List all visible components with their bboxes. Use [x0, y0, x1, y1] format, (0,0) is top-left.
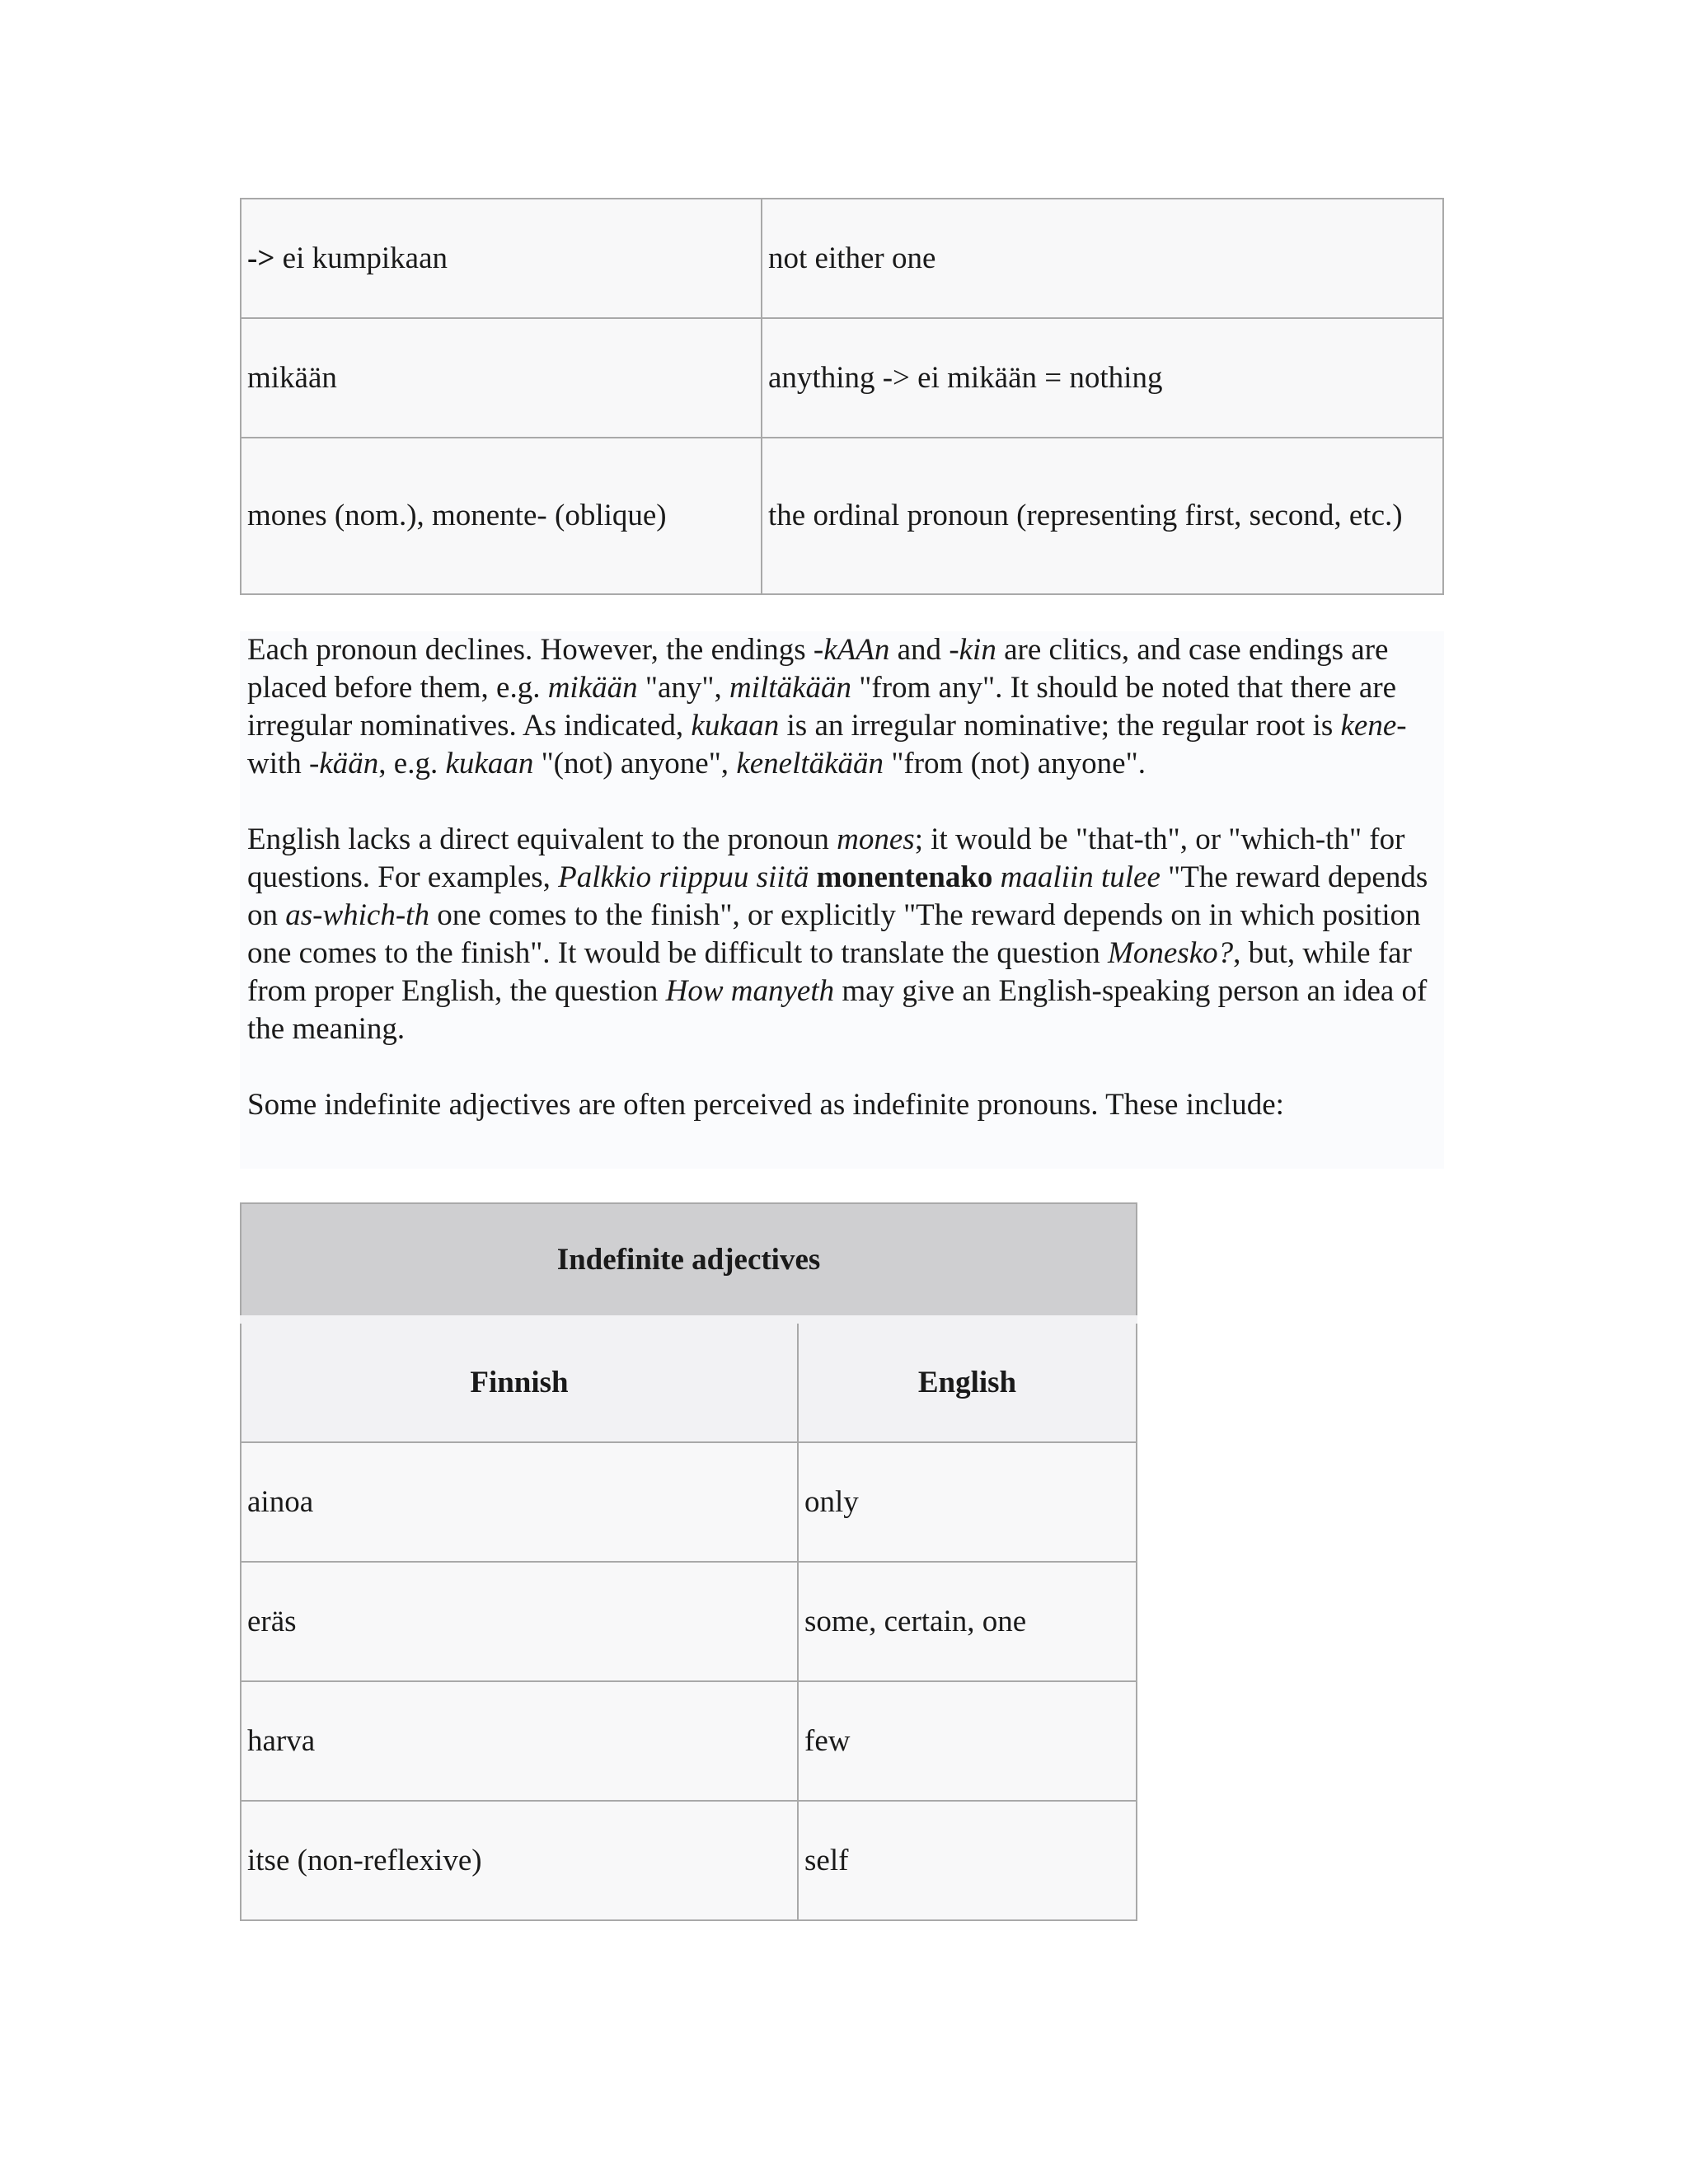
pronoun-table: [240, 198, 1444, 595]
table-row: [241, 1442, 1137, 1562]
body-text: [240, 631, 1444, 1169]
finnish-cell: mones (nom.), monente- (oblique): [241, 438, 762, 594]
table-caption: Indefinite adjectives: [241, 1203, 1137, 1319]
english-cell: only: [798, 1442, 1137, 1562]
table-row: [241, 199, 1443, 318]
english-cell: some, certain, one: [798, 1562, 1137, 1681]
table-row: [241, 1681, 1137, 1801]
english-cell: the ordinal pronoun (representing first, second, etc.): [762, 438, 1443, 594]
column-header-english: English: [798, 1319, 1137, 1442]
finnish-cell: ainoa: [241, 1442, 798, 1562]
header-row: [241, 1319, 1137, 1442]
table-row: [241, 1562, 1137, 1681]
indefinite-adjectives-table: [240, 1202, 1137, 1921]
table-row: [241, 1801, 1137, 1920]
paragraph-intro-adjectives: Some indefinite adjectives are often perceived as indefinite pronouns. These include:: [247, 1088, 1284, 1122]
paragraph-clitics: Each pronoun declines. However, the endings -kAAn and -kin are clitics, and case endings are placed before them, e.g. mikään "any", miltäkään "from any". It should be noted that there are irregular nominatives. As indicated, kukaan is an irregular nominative; the regular root is kene- with -kään, e.g. kukaan "(not) anyone", keneltäkään "from (not) anyone".: [247, 633, 1407, 780]
table-row: [241, 438, 1443, 594]
finnish-cell: [241, 199, 762, 318]
english-cell: self: [798, 1801, 1137, 1920]
finnish-cell: mikään: [241, 318, 762, 438]
english-cell: few: [798, 1681, 1137, 1801]
paragraph-mones: English lacks a direct equivalent to the pronoun mones; it would be "that-th", or "which-th" for questions. For examples, Palkkio riippuu siitä monentenako maaliin tulee "The reward depends on as-which-th one comes to the finish", or explicitly "The reward depends on in which position one comes to the finish". It would be difficult to translate the question Monesko?, but, while far from proper English, the question How manyeth may give an English-speaking person an idea of the meaning.: [247, 823, 1428, 1046]
finnish-term: ei kumpikaan: [282, 241, 448, 275]
table-row: [241, 318, 1443, 438]
arrow-prefix: ->: [247, 241, 275, 275]
english-cell: not either one: [762, 199, 1443, 318]
column-header-finnish: Finnish: [241, 1319, 798, 1442]
caption-row: [241, 1203, 1137, 1319]
english-cell: anything -> ei mikään = nothing: [762, 318, 1443, 438]
finnish-cell: eräs: [241, 1562, 798, 1681]
finnish-cell: itse (non-reflexive): [241, 1801, 798, 1920]
finnish-cell: harva: [241, 1681, 798, 1801]
